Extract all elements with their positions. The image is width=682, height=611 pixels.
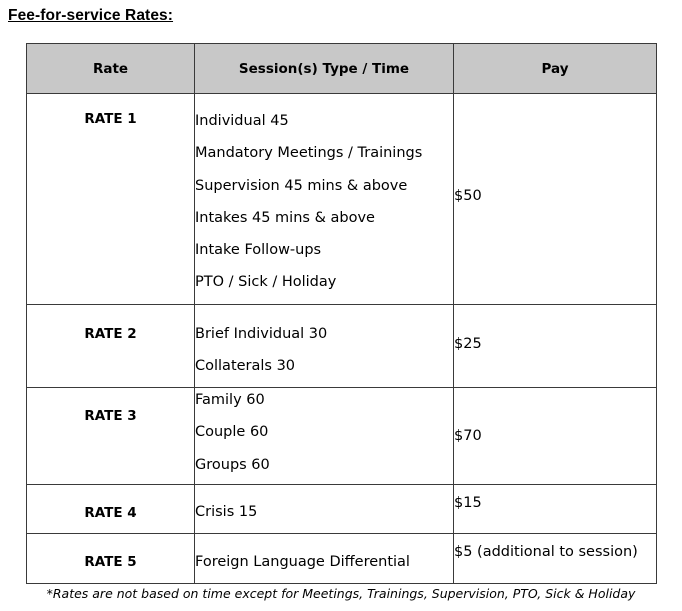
pay-amount-cell: $15 <box>454 485 657 534</box>
fee-rates-table <box>26 43 657 584</box>
page-heading: Fee-for-service Rates: <box>8 7 174 24</box>
table-row-rate-4 <box>27 485 657 534</box>
session-type-item: Brief Individual 30 <box>195 326 328 342</box>
rate-name-cell: RATE 1 <box>27 94 195 305</box>
session-type-item: Intakes 45 mins & above <box>195 209 375 226</box>
pay-amount-cell: $25 <box>454 305 657 388</box>
session-types-cell <box>195 388 454 485</box>
pay-amount-cell: $70 <box>454 388 657 485</box>
session-types-cell <box>195 305 454 388</box>
session-type-item: Family 60 <box>195 392 265 408</box>
session-types-cell: Crisis 15 <box>195 485 454 534</box>
rate-column-header: Rate <box>27 44 195 94</box>
session-type-item: Couple 60 <box>195 424 269 441</box>
pay-amount-cell: $5 (additional to session) <box>454 534 657 584</box>
table-row-rate-1 <box>27 94 657 305</box>
session-type-column-header: Session(s) Type / Time <box>195 44 454 94</box>
rate-name-cell: RATE 5 <box>27 534 195 584</box>
rate-name-cell: RATE 4 <box>27 485 195 534</box>
table-row-rate-5 <box>27 534 657 584</box>
rate-name-cell: RATE 3 <box>27 388 195 485</box>
session-type-item: Collaterals 30 <box>195 358 296 375</box>
session-type-item: Mandatory Meetings / Trainings <box>195 145 423 162</box>
session-types-cell: Foreign Language Differential <box>195 534 454 584</box>
pay-amount-cell: $50 <box>454 94 657 305</box>
pay-column-header: Pay <box>454 44 657 94</box>
session-type-item: Individual 45 <box>195 113 289 129</box>
session-type-item: Groups 60 <box>195 456 270 473</box>
session-type-item: PTO / Sick / Holiday <box>195 274 337 291</box>
table-row-rate-2 <box>27 305 657 388</box>
rate-name-cell: RATE 2 <box>27 305 195 388</box>
session-types-cell <box>195 94 454 305</box>
session-type-item: Intake Follow-ups <box>195 242 322 259</box>
rates-footnote: *Rates are not based on time except for Meetings, Trainings, Supervision, PTO, Sick & Holiday <box>46 586 636 601</box>
table-header-row <box>27 44 657 94</box>
table-row-rate-3 <box>27 388 657 485</box>
session-type-item: Supervision 45 mins & above <box>195 177 408 194</box>
